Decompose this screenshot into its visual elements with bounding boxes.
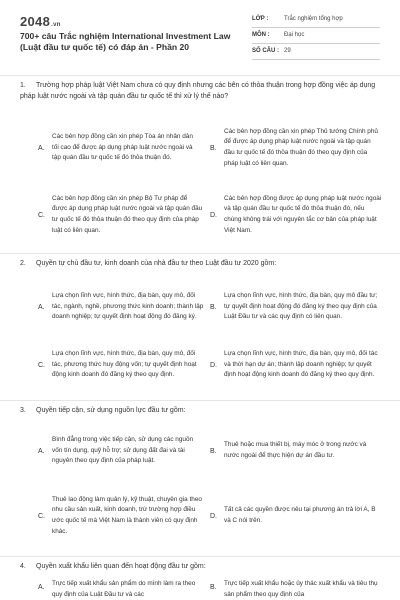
meta-key: SỐ CÂU : bbox=[252, 48, 279, 54]
option-d[interactable] bbox=[210, 338, 382, 392]
question-text: 2. Quyền tự chủ đầu tư, kinh doanh của nhà đầu tư theo Luật đầu tư 2020 gồm: bbox=[20, 260, 277, 267]
option-letter: D. bbox=[210, 211, 217, 219]
option-a[interactable] bbox=[38, 579, 204, 600]
option-d[interactable] bbox=[210, 483, 382, 549]
meta-key: MÔN : bbox=[252, 32, 270, 38]
option-text: Thuê hoặc mua thiết bị, máy móc ở trong nước và nước ngoài để thực hiện dự án đầu tư. bbox=[224, 441, 367, 459]
option-a[interactable] bbox=[38, 116, 198, 180]
option-letter: C. bbox=[38, 512, 45, 520]
option-text: Lựa chọn lĩnh vực, hình thức, địa bàn, quy mô, đối tác, phương thức huy động vốn; tự quyết định hoạt động kinh doanh đó đăng ký theo quy định. bbox=[52, 350, 197, 379]
option-letter: A. bbox=[38, 303, 45, 311]
option-text: Trực tiếp xuất khẩu sản phẩm do mình làm ra theo quy định của Luật Đầu tư và các bbox=[52, 580, 196, 598]
meta-value: 29 bbox=[284, 48, 291, 54]
question-text: 3. Quyền tiếp cận, sử dụng nguồn lực đầu tư gồm: bbox=[20, 407, 186, 414]
site-logo[interactable] bbox=[20, 14, 61, 29]
meta-value: Trắc nghiệm tổng hợp bbox=[284, 16, 343, 22]
meta-row-class bbox=[252, 12, 380, 28]
option-text: Tất cả các quyền được nêu tại phương án trả lời A, B và C nói trên. bbox=[224, 506, 376, 524]
logo-text: 2048 bbox=[20, 14, 51, 29]
meta-key: LỚP : bbox=[252, 16, 269, 22]
option-b[interactable] bbox=[210, 116, 382, 180]
option-letter: B. bbox=[210, 144, 217, 152]
option-c[interactable] bbox=[38, 184, 204, 246]
page-header bbox=[0, 0, 400, 72]
question-separator bbox=[0, 253, 400, 254]
option-c[interactable] bbox=[38, 483, 204, 549]
option-text: Bình đẳng trong việc tiếp cận, sử dụng các nguồn vốn tín dụng, quỹ hỗ trợ; sử dụng đất đai và tài nguyên theo quy định của pháp luật. bbox=[52, 436, 194, 465]
option-a[interactable] bbox=[38, 280, 204, 334]
question-text: 4. Quyền xuất khẩu liên quan đến hoạt động đầu tư gồm: bbox=[20, 563, 206, 570]
document-meta bbox=[252, 12, 380, 60]
option-letter: C. bbox=[38, 211, 45, 219]
option-b[interactable] bbox=[210, 423, 382, 479]
option-letter: C. bbox=[38, 361, 45, 369]
meta-row-count bbox=[252, 44, 380, 60]
option-text: Các bên hợp đồng cần xin phép Bộ Tư pháp để được áp dụng pháp luật nước ngoài và tập quán đầu tư quốc tế đó thỏa thuận đó theo quy định của pháp luật có liên quan. bbox=[52, 194, 203, 234]
option-letter: A. bbox=[38, 447, 45, 455]
option-text: Lựa chọn lĩnh vực, hình thức, địa bàn, quy mô, đối tác, ngành, nghề, phương thức kinh doanh; thành lập doanh nghiệp; tự quyết định hoạt động đó đăng ký. bbox=[52, 292, 204, 321]
option-b[interactable] bbox=[210, 579, 382, 600]
meta-row-subject bbox=[252, 28, 380, 44]
option-d[interactable] bbox=[210, 184, 382, 246]
option-text: Các bên hợp đồng cần xin phép Tòa án nhân dân tối cao để được áp dụng pháp luật nước ngoài và tập quán đầu tư quốc tế đó thỏa thuận đó. bbox=[52, 133, 193, 162]
option-letter: D. bbox=[210, 361, 217, 369]
option-letter: D. bbox=[210, 512, 217, 520]
option-text: Các bên hợp đồng được áp dụng pháp luật nước ngoài và tập quán đầu tư quốc tế đó thỏa thuận đó, nếu chúng không trái với nguyên tắc cơ bản của pháp luật Việt Nam. bbox=[224, 194, 382, 234]
option-letter: A. bbox=[38, 584, 45, 591]
option-letter: B. bbox=[210, 447, 217, 455]
option-letter: A. bbox=[38, 144, 45, 152]
question-separator bbox=[0, 400, 400, 401]
header-divider bbox=[0, 75, 400, 76]
logo-suffix: .vn bbox=[51, 22, 61, 28]
question-separator bbox=[0, 556, 400, 557]
option-a[interactable] bbox=[38, 423, 204, 479]
option-text: Trực tiếp xuất khẩu hoặc ủy thác xuất khẩu và tiêu thụ sản phẩm theo quy định của bbox=[224, 580, 378, 598]
option-text: Lựa chọn lĩnh vực, hình thức, địa bàn, quy mô đầu tư; tự quyết định hoạt động đó đăng ký theo quy định của Luật Đầu tư và các quy định có liên quan. bbox=[224, 292, 378, 321]
option-letter: B. bbox=[210, 303, 217, 311]
option-letter: B. bbox=[210, 584, 217, 591]
option-c[interactable] bbox=[38, 338, 204, 392]
option-text: Lựa chọn lĩnh vực, hình thức, địa bàn, quy mô, đối tác và thời hạn dự án; thành lập doanh nghiệp; tự quyết định hoạt động kinh doanh đó đăng ký theo quy định. bbox=[224, 350, 378, 379]
option-text: Các bên hợp đồng cần xin phép Thủ tướng Chính phủ để được áp dụng pháp luật nước ngoài và tập quán đầu tư quốc tế đó thỏa thuận đó theo quy định của pháp luật có liên quan. bbox=[224, 127, 378, 167]
meta-value: Đại học bbox=[284, 32, 305, 38]
question-text: 1. Trường hợp pháp luật Việt Nam chưa có quy định nhưng các bên có thỏa thuận trong hợp đồng việc áp dụng pháp luật nước ngoài và tập quán đầu tư quốc tế thì xử lý thế nào? bbox=[20, 82, 376, 100]
option-text: Thuê lao động làm quản lý, kỹ thuật, chuyên gia theo nhu cầu sản xuất, kinh doanh, trừ trường hợp điều ước quốc tế mà Việt Nam là thành viên có quy định khác. bbox=[52, 495, 202, 535]
document-title: 700+ câu Trắc nghiệm International Investment Law (Luật đầu tư quốc tế) có đáp án - Phần 20 bbox=[20, 31, 231, 52]
option-b[interactable] bbox=[210, 280, 382, 334]
